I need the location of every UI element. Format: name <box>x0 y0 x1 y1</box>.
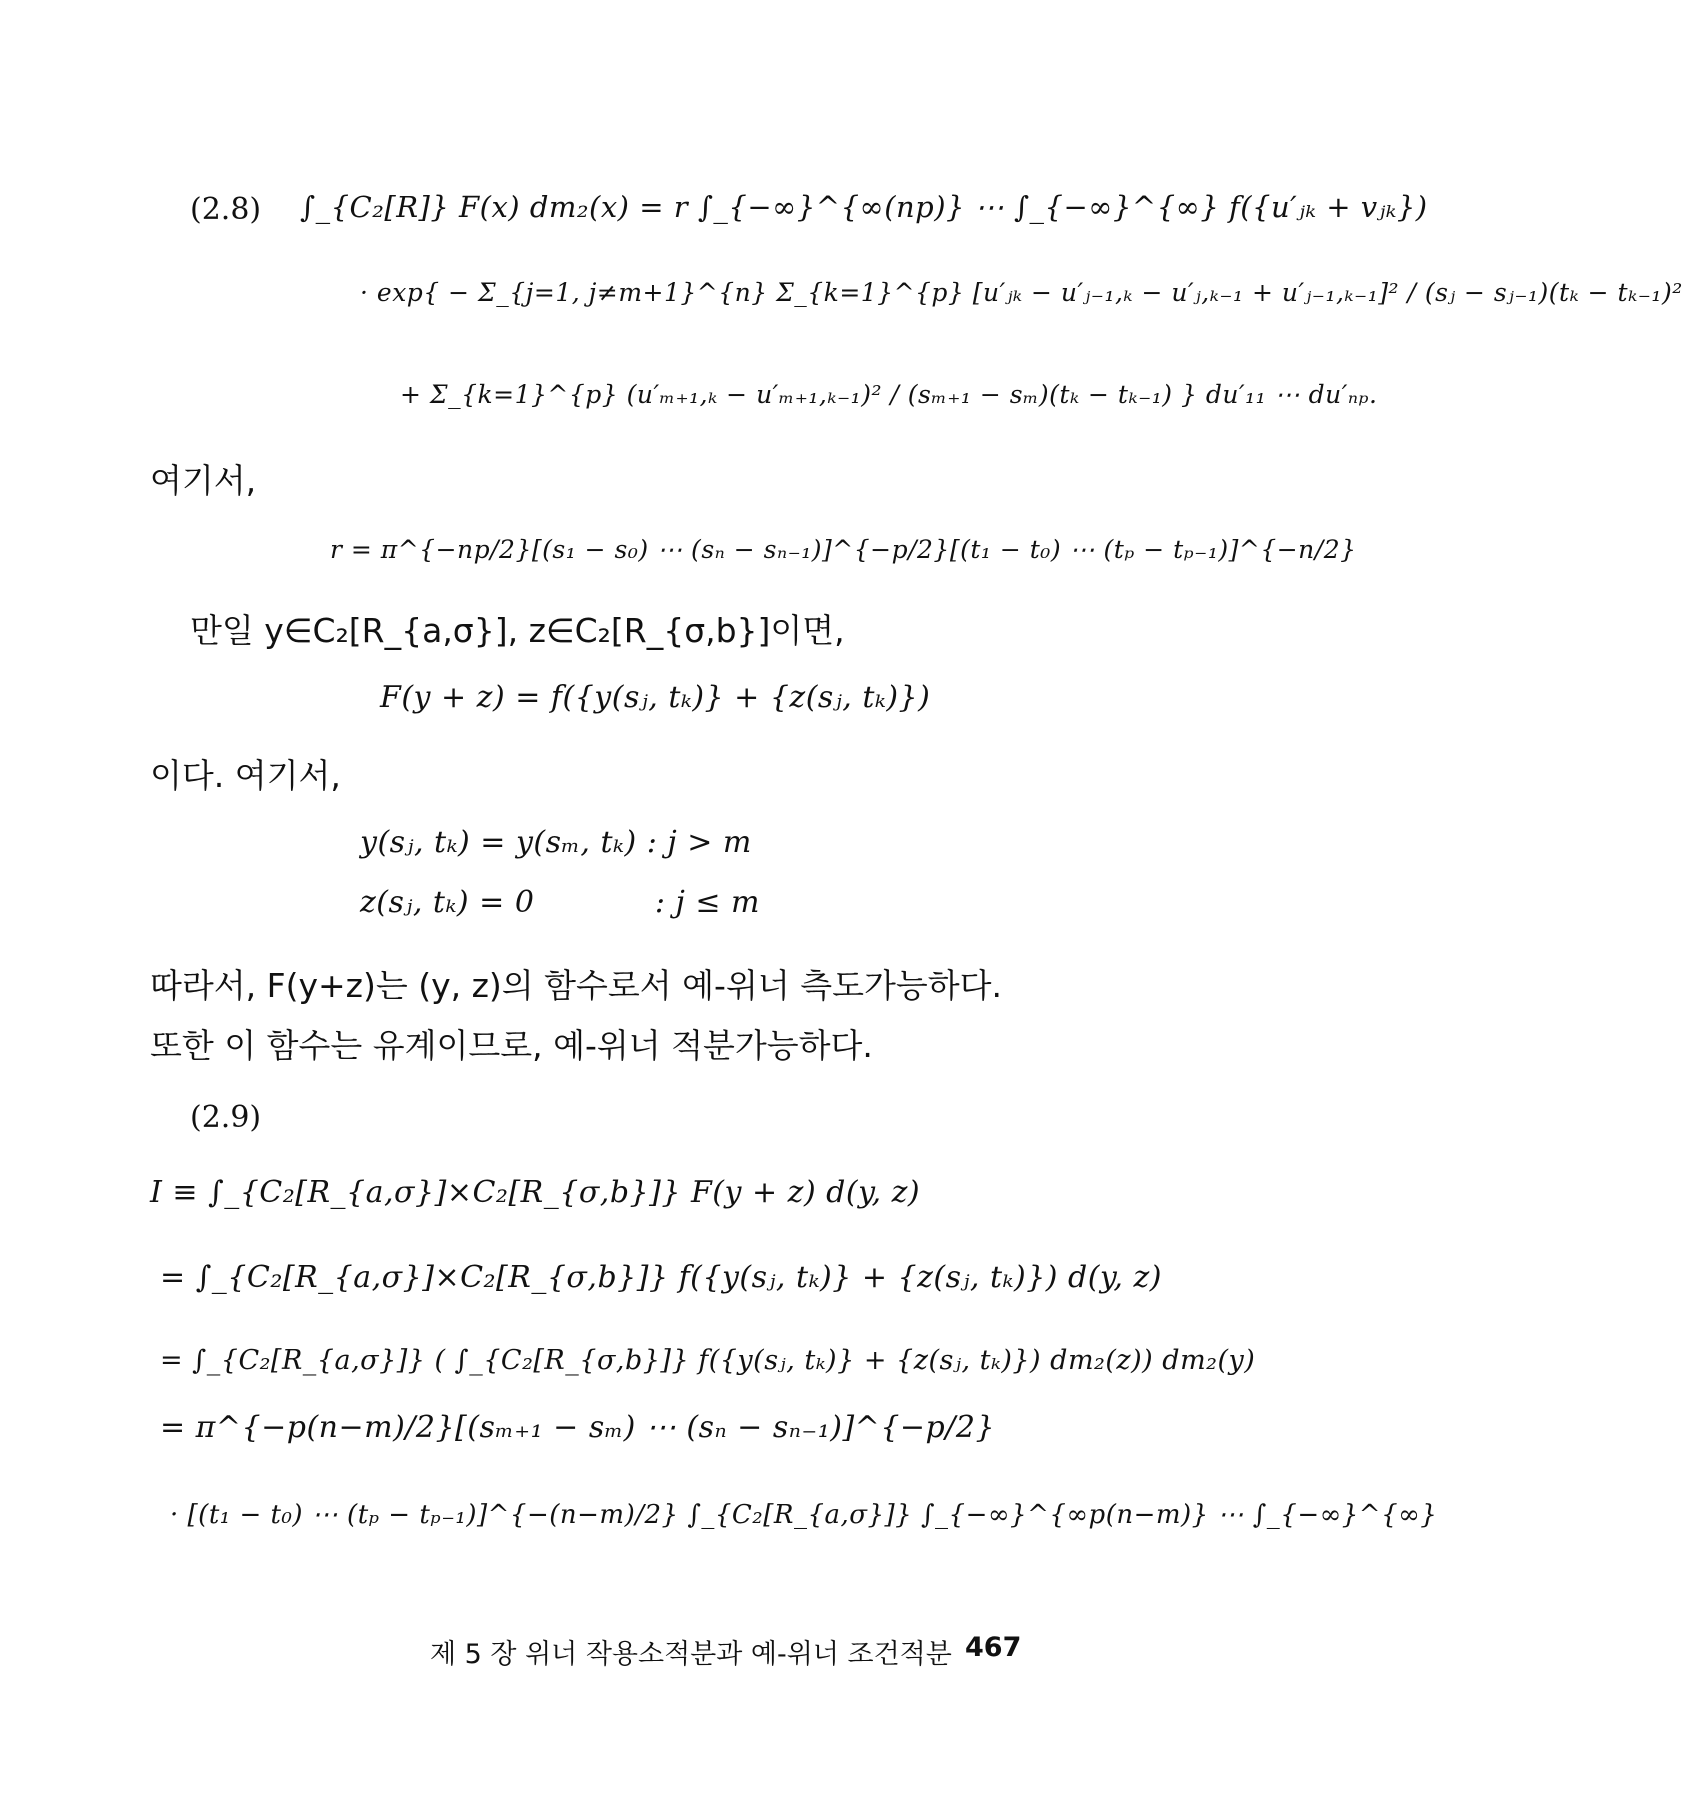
eq-2-8-number: (2.8) <box>190 192 262 227</box>
footer-chapter-title: 제 5 장 위너 작용소적분과 예-위너 조건적분 <box>430 1639 952 1670</box>
eq-r: r = π^{−np/2}[(s₁ − s₀) ⋯ (sₙ − sₙ₋₁)]^{−p/2}[(t₁ − t₀) ⋯ (tₚ − tₚ₋₁)]^{−n/2} <box>330 535 1357 564</box>
text-where-1: 여기서, <box>150 461 257 500</box>
eq-2-8-line1: ∫_{C₂[R]} F(x) dm₂(x) = r ∫_{−∞}^{∞(np)} ⋯ ∫_{−∞}^{∞} f({u′ⱼₖ + vⱼₖ}) <box>300 190 1428 224</box>
text-if: 만일 y∈C₂[R_{a,σ}], z∈C₂[R_{σ,b}]이면, <box>190 611 845 650</box>
eq-F: F(y + z) = f({y(sⱼ, tₖ)} + {z(sⱼ, tₖ)}) <box>380 680 931 715</box>
eq-2-9-line4: = π^{−p(n−m)/2}[(sₘ₊₁ − sₘ) ⋯ (sₙ − sₙ₋₁)]^{−p/2} <box>160 1410 996 1445</box>
eq-2-9-number: (2.9) <box>190 1100 262 1135</box>
page-number: 467 <box>965 1632 1022 1663</box>
eq-2-9-line1: I ≡ ∫_{C₂[R_{a,σ}]×C₂[R_{σ,b}]} F(y + z) d(y, z) <box>150 1175 921 1210</box>
eq-2-9-line2: = ∫_{C₂[R_{a,σ}]×C₂[R_{σ,b}]} f({y(sⱼ, tₖ)} + {z(sⱼ, tₖ)}) d(y, z) <box>160 1260 1162 1295</box>
eq-2-9-line3: = ∫_{C₂[R_{a,σ}]} ( ∫_{C₂[R_{σ,b}]} f({y(sⱼ, tₖ)} + {z(sⱼ, tₖ)}) dm₂(z)) dm₂(y) <box>160 1345 1256 1376</box>
eq-2-9-line5: · [(t₁ − t₀) ⋯ (tₚ − tₚ₋₁)]^{−(n−m)/2} ∫_{C₂[R_{a,σ}]} ∫_{−∞}^{∞p(n−m)} ⋯ ∫_{−∞}^{∞} <box>170 1500 1438 1530</box>
text-paragraph-1: 따라서, F(y+z)는 (y, z)의 함수로서 예-위너 측도가능하다. <box>150 966 1002 1005</box>
eq-2-8-line3: + Σ_{k=1}^{p} (u′ₘ₊₁,ₖ − u′ₘ₊₁,ₖ₋₁)² / (sₘ₊₁ − sₘ)(tₖ − tₖ₋₁) } du′₁₁ ⋯ du′ₙₚ. <box>400 380 1378 409</box>
eq-y: y(sⱼ, tₖ) = y(sₘ, tₖ) : j > m <box>360 825 752 860</box>
text-where-2: 이다. 여기서, <box>150 756 341 795</box>
eq-2-8-line2: · exp{ − Σ_{j=1, j≠m+1}^{n} Σ_{k=1}^{p} [u′ⱼₖ − u′ⱼ₋₁,ₖ − u′ⱼ,ₖ₋₁ + u′ⱼ₋₁,ₖ₋₁]² / (sⱼ − sⱼ₋₁)(tₖ − tₖ₋₁)² <box>360 278 1683 307</box>
text-paragraph-2: 또한 이 함수는 유계이므로, 예-위너 적분가능하다. <box>150 1026 873 1065</box>
eq-z: z(sⱼ, tₖ) = 0 : j ≤ m <box>360 885 760 920</box>
